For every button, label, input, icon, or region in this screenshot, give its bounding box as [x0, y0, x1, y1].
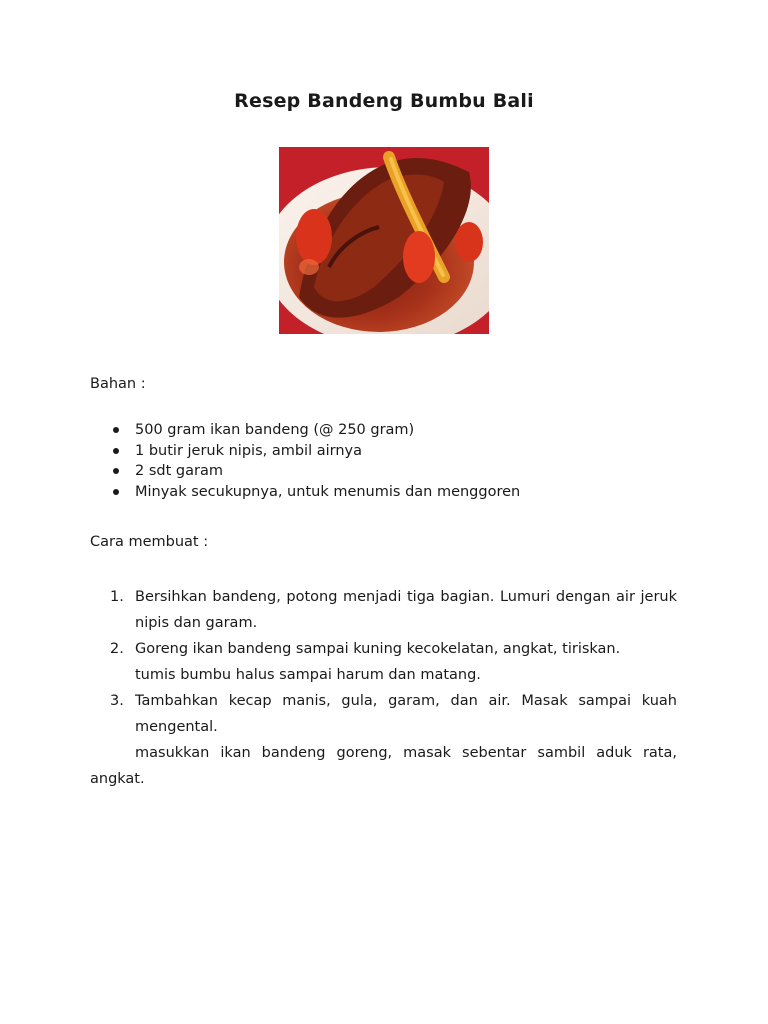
step-item: 1. Bersihkan bandeng, potong menjadi tiga bagian. Lumuri dengan air jeruk nipis dan garam.	[110, 589, 677, 631]
step-item: 3. Tambahkan kecap manis, gula, garam, dan air. Masak sampai kuah mengental.	[110, 693, 677, 735]
step-text: Bersihkan bandeng, potong menjadi tiga bagian. Lumuri dengan air jeruk nipis dan garam.	[135, 589, 677, 631]
bullet-icon	[113, 468, 119, 474]
list-item: 2 sdt garam	[90, 461, 680, 482]
steps-list	[90, 584, 677, 792]
ingredients-heading: Bahan :	[90, 376, 146, 392]
step-text: Tambahkan kecap manis, gula, garam, dan air. Masak sampai kuah mengental.	[135, 693, 677, 735]
closing-paragraph: masukkan ikan bandeng goreng, masak sebentar sambil aduk rata, angkat.	[90, 745, 677, 787]
step-text-continued: tumis bumbu halus sampai harum dan matang.	[135, 667, 481, 683]
method-heading: Cara membuat :	[90, 534, 209, 550]
page-title: Resep Bandeng Bumbu Bali	[234, 90, 534, 112]
bullet-icon	[113, 427, 119, 433]
bullet-icon	[113, 489, 119, 495]
list-item: Minyak secukupnya, untuk menumis dan menggoren	[90, 482, 680, 503]
dish-photo	[279, 147, 489, 334]
list-item: 500 gram ikan bandeng (@ 250 gram)	[90, 420, 680, 441]
list-item: 1 butir jeruk nipis, ambil airnya	[90, 441, 680, 462]
bullet-icon	[113, 448, 119, 454]
step-text: Goreng ikan bandeng sampai kuning kecokelatan, angkat, tiriskan.	[135, 641, 621, 657]
ingredients-list	[90, 420, 680, 502]
step-item: 2. Goreng ikan bandeng sampai kuning kecokelatan, angkat, tiriskan. tumis bumbu halus sampai harum dan matang.	[90, 636, 677, 688]
